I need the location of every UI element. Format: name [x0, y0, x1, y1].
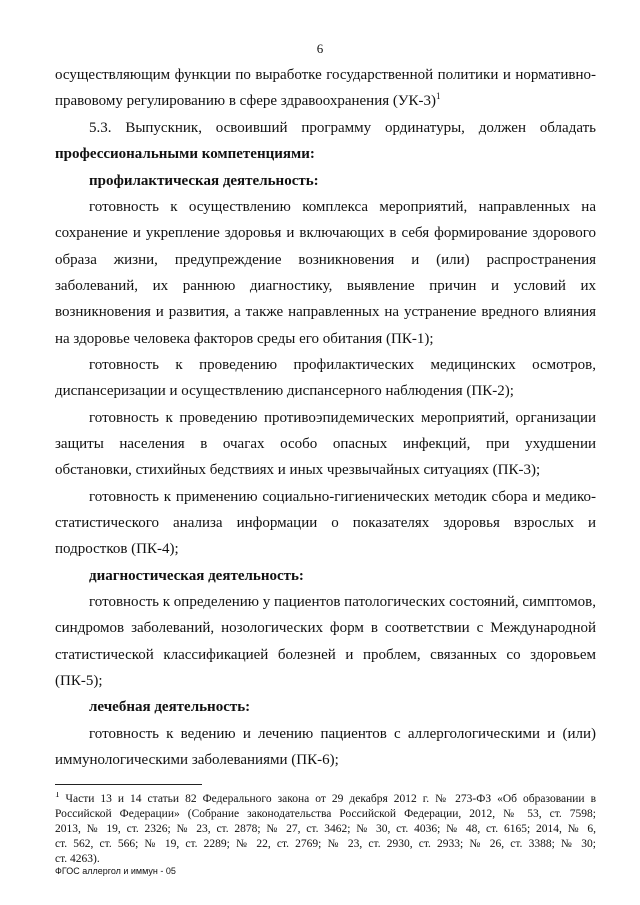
text-line: иммунологическими заболеваниями (ПК-6);	[55, 752, 339, 768]
text-line: (ПК-5);	[55, 673, 103, 689]
text-line: заболеваний, их раннюю диагностику, выявление причин и условий их	[55, 278, 596, 294]
text-line: диспансеризации и осуществлению диспансерного наблюдения (ПК-2);	[55, 383, 514, 399]
section-heading: лечебная деятельность:	[89, 699, 251, 715]
text-line: статистического анализа информации о показателях здоровья взрослых и	[55, 515, 596, 531]
footnote-ref: 1	[435, 91, 441, 101]
text-line: подростков (ПК-4);	[55, 541, 179, 557]
section-heading: диагностическая деятельность:	[89, 568, 304, 584]
text-line: статистической классификацией болезней и проблем, связанных со здоровьем	[55, 647, 596, 663]
text-line: готовность к проведению противоэпидемических мероприятий, организации	[89, 410, 596, 426]
text-line: готовность к применению социально-гигиенических методик сбора и медико-	[89, 489, 596, 505]
text-line: образа жизни, предупреждение возникновения и (или) распространения	[55, 252, 596, 268]
text-line: готовность к определению у пациентов патологических состояний, симптомов,	[89, 594, 596, 610]
footnote-divider	[55, 784, 202, 785]
text-line: готовность к проведению профилактических медицинских осмотров,	[89, 357, 596, 373]
text-line: защиты населения в очагах особо опасных инфекций, при ухудшении	[55, 436, 596, 452]
text-line: профессиональными компетенциями:	[55, 146, 315, 162]
footnote-line: ст. 562, ст. 566; № 19, ст. 2289; № 22, ст. 2769; № 23, ст. 2930, ст. 2933; № 26, ст. 3388; № 30;	[55, 838, 596, 850]
page-number: 6	[316, 41, 324, 56]
text-line: возникновения и развития, а также направленных на устранение вредного влияния	[55, 304, 596, 320]
footnote-line: $^1$ Части 13 и 14 статьи 82 Федерального закона от 29 декабря 2012 г. № 273-ФЗ «Об образовании в	[55, 792, 596, 805]
text-line: на здоровье человека факторов среды его обитания (ПК-1);	[55, 331, 434, 347]
footnote-line: Российской Федерации» (Собрание законодательства Российской Федерации, 2012, № 53, ст. 7598;	[55, 808, 596, 820]
footer-code: ФГОС аллергол и иммун - 05	[55, 866, 176, 876]
footnote-line: 2013, № 19, ст. 2326; № 23, ст. 2878; № 27, ст. 3462; № 30, ст. 4036; № 48, ст. 6165; 2014, № 6,	[55, 823, 596, 835]
text-line: 5.3. Выпускник, освоивший программу ординатуры, должен обладать	[89, 120, 596, 136]
text-line: готовность к ведению и лечению пациентов с аллергологическими и (или)	[89, 726, 596, 742]
text-line: синдромов заболеваний, нозологических форм в соответствии с Международной	[55, 620, 596, 636]
text-line: готовность к осуществлению комплекса мероприятий, направленных на	[89, 199, 596, 215]
text-line: осуществляющим функции по выработке государственной политики и нормативно-	[55, 67, 596, 83]
footnote-line: ст. 4263).	[55, 853, 100, 865]
text-line: обстановки, стихийных бедствиях и иных чрезвычайных ситуациях (ПК-3);	[55, 462, 541, 478]
text-line: правовому регулированию в сфере здравоохранения $(УК-3)^1$	[55, 91, 441, 109]
text-line: сохранение и укрепление здоровья и включающих в себя формирование здорового	[55, 225, 596, 241]
section-heading: профилактическая деятельность:	[89, 173, 319, 189]
